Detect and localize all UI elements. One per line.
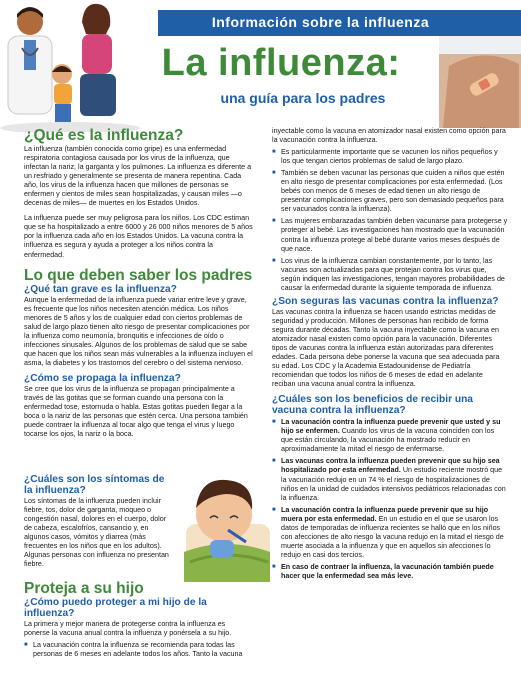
- bandaged-arm-photo: [439, 36, 521, 128]
- list-item: ■ Los virus de la influenza cambian constantemente, por lo tanto, las vacunas son actualizadas para que protejan contra los virus que, según indiquen las investigaciones, tengan mayores probabilidades de causar la enfermedad durante la siguiente temporada de influenza.: [272, 257, 508, 293]
- family-doctor-illustration: [0, 0, 158, 132]
- heading-how-spread: ¿Cómo se propaga la influenza?: [24, 372, 181, 384]
- benefit-1-bold: La vacunación contra la influenza puede prevenir que usted y su hijo se enfermen.: [281, 418, 501, 436]
- list-item: ■ Es particularmente importante que se vacunen los niños pequeños y los que tengan ciertos problemas de salud de largo plazo.: [272, 148, 508, 166]
- paragraph-how-spread: Se cree que los virus de la influenza se propagan principalmente a través de las gotitas que se forman cuando una persona con la enfermedad tose, estornuda o habla. Estas gotitas pueden llegar a la boca o la nariz de las personas que estén cerca. Una persona también puede contraer la influenza al tocar algo que tenga el virus y luego tocarse los ojos, la nariz o la boca.: [24, 384, 248, 439]
- benefit-4-bold: En caso de contraer la influenza, la vacunación también puede hacer que la enfermedad sea más leve.: [281, 562, 494, 580]
- sick-child-illustration: [180, 464, 272, 582]
- list-item: [272, 563, 508, 581]
- paragraph-vaccines-safe: Las vacunas contra la influenza se hacen usando estrictas medidas de seguridad y producción. Millones de personas han recibido de forma segura durante décadas. Tanto la vacuna inyectable como la vacuna en atomizador nasal existen como opción para la vacunación. Diferentes tipos de vacunas contra la influenza están autorizadas para diferentes edades. Cada persona debe ponerse la vacuna que sea adecuada para su edad. Los CDC y la Academia Estadounidense de Pediatría recomiendan que todos los niños de 6 meses de edad en adelante reciban una vacuna anual contra la influenza.: [272, 307, 500, 389]
- benefit-2-bold: Las vacunas contra la influenza pueden prevenir que su hijo sea hospitalizado por esta enfermedad.: [281, 457, 500, 475]
- benefit-3-bold: La vacunación contra la influenza puede prevenir que su hijo muera por esta enfermedad.: [281, 505, 489, 523]
- left-column: [24, 127, 253, 439]
- vaccine-list: [272, 148, 508, 293]
- header-banner: [120, 10, 521, 36]
- right-column: [272, 127, 508, 584]
- list-item: [272, 457, 508, 502]
- list-item: ■ Las mujeres embarazadas también deben vacunarse para protegerse y proteger al bebé. Las investigaciones han mostrado que la vacunación contra la influenza protege al bebé durante varios meses después de que nace.: [272, 217, 508, 253]
- page-title: La influenza:: [161, 42, 401, 84]
- benefit-1-text: Cuando los virus de la vacuna coinciden con los que están circulando, la vacunación ha mostrado reducir en aproximadamente la mitad el riesgo de enfermarse.: [281, 427, 495, 454]
- paragraph-vaccine-continued: inyectable como la vacuna en atomizador nasal existen como opción para la vacunación contra la influenza.: [272, 127, 506, 145]
- heading-benefits: ¿Cuáles son los beneficios de recibir una vacuna contra la influenza?: [272, 394, 473, 417]
- list-item: ■ También se deben vacunar las personas que cuiden a niños que estén en alto riesgo de presentar complicaciones por esta enfermedad. (Los bebés con menos de 6 meses de edad tienen un alto riesgo de presentar complicaciones graves, pero son demasiado pequeños para ser vacunados contra la influenza).: [272, 169, 508, 214]
- symptoms-section: [24, 474, 174, 569]
- heading-parents-should-know: Lo que deben saber los padres: [24, 266, 253, 284]
- heading-protect-child: Proteja a su hijo: [24, 580, 144, 597]
- paragraph-what-is-flu-2: La influenza puede ser muy peligrosa para los niños. Los CDC estiman que se ha hospitalizado a entre 6000 y 26 000 niños menores de 5 años por la influenza cada año en los Estados Unidos. La vacuna contra la influenza es segura y ayuda a proteger a los niños contra la enfermedad.: [24, 214, 253, 259]
- heading-symptoms: ¿Cuáles son los síntomas de la influenza?: [24, 474, 165, 496]
- benefit-3-text: En un estudio en el que se usaron los datos de temporadas de influenza recientes se halló que en los niños con afecciones de alto riesgo la vacuna redujo en la mitad el riesgo de muerte asociada a la influenza y que en aquellos sin afecciones lo redujo en casi dos tercios.: [281, 514, 504, 559]
- heading-how-protect: ¿Cómo puedo proteger a mi hijo de la influenza?: [24, 597, 207, 619]
- paragraph-how-serious: Aunque la enfermedad de la influenza puede variar entre leve y grave, es frecuente que los niños necesiten atención médica. Los niños menores de 5 años y los de cualquier edad con ciertos problemas de salud de largo plazo tienen alto riesgo de presentar complicaciones por la influenza como neumonía, bronquitis e infecciones de oído o infecciones sinusales. Algunos de los problemas de salud que se sabe que hacen que los niños sean más vulnerables a la influenza incluyen el asma, la diabetes y los trastornos del cerebro o del sistema nervioso.: [24, 295, 253, 367]
- heading-are-vaccines-safe: ¿Son seguras las vacunas contra la influenza?: [272, 295, 499, 307]
- benefit-2-text: Un estudio reciente mostró que la vacunación redujo en un 74 % el riesgo de hospitalizaciones de niños en la unidad de cuidados intensivos pediátricos relacionadas con la influenza.: [281, 466, 506, 502]
- list-item: [272, 506, 508, 560]
- paragraph-what-is-flu-1: La influenza (también conocida como gripe) es una enfermedad respiratoria contagiosa causada por los virus de la influenza, que infectan la nariz, la garganta y los pulmones. La influenza es diferente a un resfriado y generalmente se presenta de manera repentina. Cada año, los virus de la influenza hacen que millones de personas se enfermen y cientos de miles sean hospitalizadas, y causan miles —o decenas de miles— de muertes en los Estados Unidos.: [24, 145, 252, 208]
- list-item: [272, 418, 508, 454]
- list-item: ■ La vacunación contra la influenza se recomienda para todas las personas de 6 meses en adelante todos los años. Tanto la vacuna: [24, 641, 253, 659]
- heading-what-is-flu: ¿Qué es la influenza?: [24, 127, 184, 144]
- banner-text: Información sobre la influenza: [211, 14, 430, 30]
- paragraph-how-protect: La primera y mejor manera de protegerse contra la influenza es ponerse la vacuna anual contra la influenza y ponérsela a su hijo.: [24, 620, 232, 638]
- page-subtitle: una guía para los padres: [220, 90, 386, 106]
- protect-section: [24, 580, 253, 662]
- paragraph-symptoms: Los síntomas de la influenza pueden incluir fiebre, tos, dolor de garganta, moqueo o congestión nasal, dolores en el cuerpo, dolor de cabeza, escalofríos, cansancio y, en algunos casos, vómitos y diarrea (más frecuentes en los niños que en los adultos). Algunas personas con influenza no presentan fiebre.: [24, 497, 169, 569]
- benefits-list: [272, 418, 508, 581]
- heading-how-serious: ¿Qué tan grave es la influenza?: [24, 283, 177, 295]
- protect-list: [24, 641, 253, 659]
